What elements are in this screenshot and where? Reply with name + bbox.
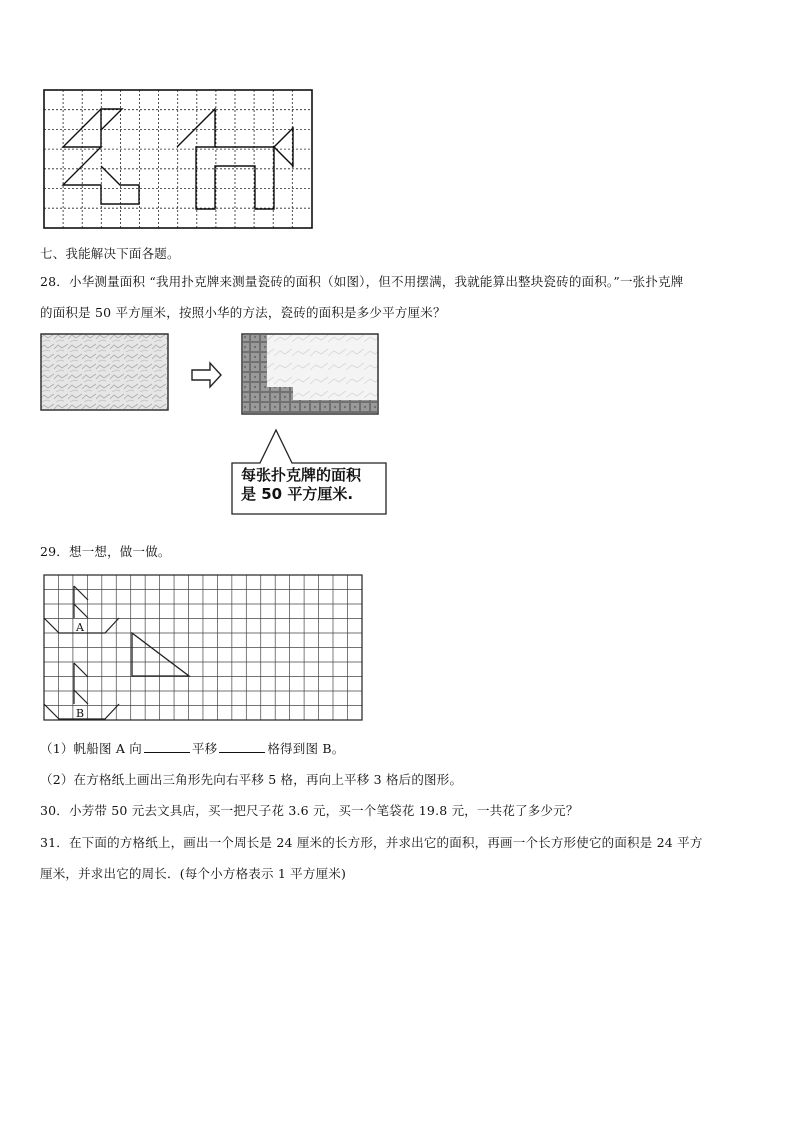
question-29-sub2: （2）在方格纸上画出三角形先向右平移 5 格，再向上平移 3 格后的图形。 [40,772,463,787]
question-29-title: 29．想一想，做一做。 [40,544,171,559]
dotted-grid-lines [44,90,312,228]
question-30: 30．小芳带 50 元去文具店，买一把尺子花 3.6 元，买一个笔袋花 19.8 元，一共花了多少元？ [40,803,579,818]
left-shape-outline [63,109,139,204]
sub1-text-part3: 格得到图 B。 [267,741,345,756]
arrow-icon [192,363,221,387]
answer-blank-direction[interactable] [144,740,190,753]
sub1-text-part1: （1）帆船图 A 向 [40,741,142,756]
label-a: A [76,621,84,634]
answer-blank-count[interactable] [219,740,265,753]
callout-line1: 每张扑克牌的面积 [241,466,362,484]
question-31-line2: 厘米，并求出它的周长．(每个小方格表示 1 平方厘米) [40,866,347,881]
callout-line2: 是 50 平方厘米. [241,485,354,503]
cards-bottom-row [293,400,377,413]
cards-left-column [243,335,267,413]
cards-corner [267,387,293,413]
question-29-sub1 [40,739,344,757]
question-31-line1: 31．在下面的方格纸上，画出一个周长是 24 厘米的长方形，并求出它的面积，再画一个长方形使它的面积是 24 平方 [40,835,703,850]
triangle-shape [132,633,189,676]
square-grid-lines [44,575,362,720]
question-28-line2: 的面积是 50 平方厘米，按照小华的方法，瓷砖的面积是多少平方厘米？ [40,305,446,320]
dotted-grid-figure [43,89,313,229]
sub1-text-part2: 平移 [191,741,218,756]
section-heading: 七、我能解决下面各题。 [40,246,180,261]
whole-tile [41,334,168,410]
question-28-line1: 28．小华测量面积 “我用扑克牌来测量瓷砖的面积（如图），但不用摆满，我就能算出整块瓷砖的面积。”一张扑克牌 [40,274,684,289]
label-b: B [76,707,85,720]
callout-text [241,466,361,504]
square-grid-figure [43,574,365,722]
